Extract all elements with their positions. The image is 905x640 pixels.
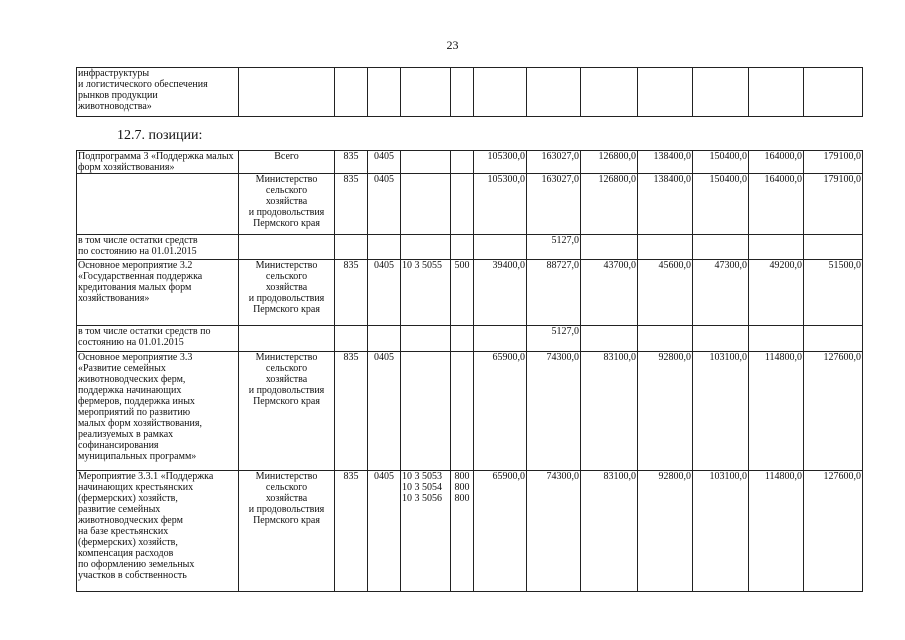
continuation-name: инфраструктуры и логистического обеспечения рынков продукции животноводства» — [77, 68, 239, 117]
row-rzpr — [368, 235, 401, 260]
row-value-2015: 5127,0 — [527, 326, 581, 352]
table-row — [77, 235, 863, 260]
row-value-2016: 126800,0 — [581, 151, 638, 174]
row-value-2016: 83100,0 — [581, 471, 638, 592]
row-value-2017: 92800,0 — [638, 471, 693, 592]
page-number: 23 — [446, 38, 459, 52]
row-value-2020: 51500,0 — [804, 260, 863, 326]
row-rzpr — [368, 326, 401, 352]
row-vr — [451, 352, 474, 471]
row-value-2020: 179100,0 — [804, 174, 863, 235]
row-value-2015: 74300,0 — [527, 471, 581, 592]
row-name: Основное мероприятие 3.2 «Государственная поддержка кредитования малых форм хозяйствования» — [77, 260, 239, 326]
row-vr — [451, 174, 474, 235]
row-csr — [401, 326, 451, 352]
row-value-2016: 126800,0 — [581, 174, 638, 235]
row-grbs: 835 — [335, 352, 368, 471]
row-value-2014 — [474, 235, 527, 260]
row-value-2015: 163027,0 — [527, 174, 581, 235]
row-csr — [401, 151, 451, 174]
row-value-2018: 150400,0 — [693, 151, 749, 174]
row-value-2015: 88727,0 — [527, 260, 581, 326]
row-name: Основное мероприятие 3.3 «Развитие семейных животноводческих ферм, поддержка начинающих фермеров, поддержка иных мероприятий по развитию малых форм хозяйствования, реализуемых в рамках софинансирования муниципальных программ» — [77, 352, 239, 471]
row-value-2016: 83100,0 — [581, 352, 638, 471]
row-grbs: 835 — [335, 260, 368, 326]
row-value-2015: 74300,0 — [527, 352, 581, 471]
table-row — [77, 352, 863, 471]
row-vr: 800 800 800 — [451, 471, 474, 592]
row-value-2018: 103100,0 — [693, 352, 749, 471]
row-value-2018: 150400,0 — [693, 174, 749, 235]
row-value-2019: 114800,0 — [749, 471, 804, 592]
row-executor: Министерство сельского хозяйства и продовольствия Пермского края — [239, 260, 335, 326]
row-executor: Министерство сельского хозяйства и продовольствия Пермского края — [239, 471, 335, 592]
row-name: Подпрограмма 3 «Поддержка малых форм хозяйствования» — [77, 151, 239, 174]
row-name: Мероприятие 3.3.1 «Поддержка начинающих крестьянских (фермерских) хозяйств, развитие семейных животноводческих ферм на базе крестьянских (фермерских) хозяйств, компенсация расходов по оформлению земельных участков в собственность — [77, 471, 239, 592]
row-vr — [451, 151, 474, 174]
row-value-2020: 179100,0 — [804, 151, 863, 174]
row-value-2014: 39400,0 — [474, 260, 527, 326]
row-value-2014 — [474, 326, 527, 352]
row-value-2017: 138400,0 — [638, 174, 693, 235]
row-csr: 10 3 5055 — [401, 260, 451, 326]
row-csr — [401, 174, 451, 235]
row-value-2015: 163027,0 — [527, 151, 581, 174]
row-value-2017: 138400,0 — [638, 151, 693, 174]
table-row — [77, 326, 863, 352]
row-value-2020 — [804, 326, 863, 352]
row-vr — [451, 235, 474, 260]
row-grbs: 835 — [335, 471, 368, 592]
section-heading: 12.7. позиции: — [117, 128, 203, 143]
row-vr: 500 — [451, 260, 474, 326]
table-row — [77, 151, 863, 174]
row-rzpr: 0405 — [368, 471, 401, 592]
row-value-2015: 5127,0 — [527, 235, 581, 260]
row-value-2017: 92800,0 — [638, 352, 693, 471]
row-executor — [239, 326, 335, 352]
row-value-2017 — [638, 326, 693, 352]
row-value-2016 — [581, 235, 638, 260]
row-value-2014: 65900,0 — [474, 352, 527, 471]
row-rzpr: 0405 — [368, 352, 401, 471]
row-value-2019: 164000,0 — [749, 151, 804, 174]
row-value-2018 — [693, 235, 749, 260]
row-name: в том числе остатки средств по состоянию на 01.01.2015 — [77, 326, 239, 352]
row-value-2016 — [581, 326, 638, 352]
row-csr — [401, 235, 451, 260]
row-value-2020: 127600,0 — [804, 471, 863, 592]
row-value-2019 — [749, 326, 804, 352]
row-value-2018: 47300,0 — [693, 260, 749, 326]
row-name: в том числе остатки средств по состоянию на 01.01.2015 — [77, 235, 239, 260]
row-value-2014: 65900,0 — [474, 471, 527, 592]
row-grbs: 835 — [335, 174, 368, 235]
row-rzpr: 0405 — [368, 151, 401, 174]
row-executor: Всего — [239, 151, 335, 174]
row-value-2017 — [638, 235, 693, 260]
row-value-2017: 45600,0 — [638, 260, 693, 326]
table-row — [77, 471, 863, 592]
row-grbs — [335, 235, 368, 260]
row-value-2020 — [804, 235, 863, 260]
row-value-2019: 164000,0 — [749, 174, 804, 235]
row-csr — [401, 352, 451, 471]
row-value-2019 — [749, 235, 804, 260]
row-executor: Министерство сельского хозяйства и продовольствия Пермского края — [239, 352, 335, 471]
row-vr — [451, 326, 474, 352]
row-value-2018: 103100,0 — [693, 471, 749, 592]
row-value-2020: 127600,0 — [804, 352, 863, 471]
row-executor: Министерство сельского хозяйства и продовольствия Пермского края — [239, 174, 335, 235]
row-value-2018 — [693, 326, 749, 352]
row-value-2016: 43700,0 — [581, 260, 638, 326]
row-grbs — [335, 326, 368, 352]
continuation-table — [76, 67, 863, 117]
row-rzpr: 0405 — [368, 174, 401, 235]
table-row — [77, 260, 863, 326]
row-rzpr: 0405 — [368, 260, 401, 326]
row-csr: 10 3 5053 10 3 5054 10 3 5056 — [401, 471, 451, 592]
row-executor — [239, 235, 335, 260]
table-row — [77, 174, 863, 235]
row-grbs: 835 — [335, 151, 368, 174]
row-value-2019: 49200,0 — [749, 260, 804, 326]
program-table — [76, 150, 863, 592]
row-value-2019: 114800,0 — [749, 352, 804, 471]
row-value-2014: 105300,0 — [474, 174, 527, 235]
row-name — [77, 174, 239, 235]
row-value-2014: 105300,0 — [474, 151, 527, 174]
continuation-row — [77, 68, 863, 117]
